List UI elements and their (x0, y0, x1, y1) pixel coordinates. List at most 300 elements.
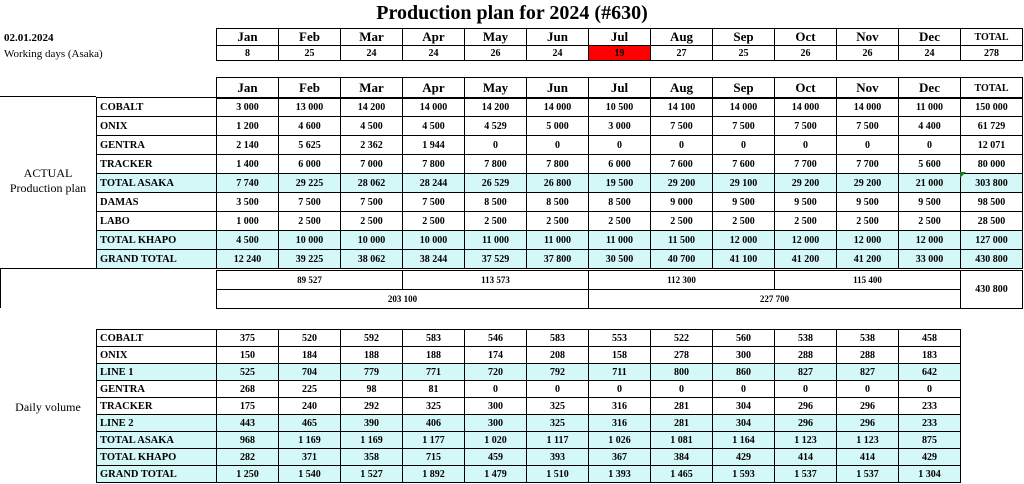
daily-cell: 184 (279, 347, 341, 364)
daily-cell: 375 (217, 330, 279, 347)
daily-cell: 592 (341, 330, 403, 347)
plan-cell: 29 100 (713, 174, 775, 193)
working-days-table (216, 28, 1023, 61)
plan-cell: 29 200 (837, 174, 899, 193)
daily-cell: 459 (465, 449, 527, 466)
plan-cell: 13 000 (279, 98, 341, 117)
month-header-jun: Jun (527, 29, 589, 46)
plan-cell: 4 500 (403, 117, 465, 136)
daily-cell: 175 (217, 398, 279, 415)
daily-volume-table (96, 329, 961, 483)
daily-row-total-asaka (97, 432, 961, 449)
daily-cell: 546 (465, 330, 527, 347)
daily-row-label: LINE 2 (97, 415, 217, 432)
daily-cell: 875 (899, 432, 961, 449)
daily-cell: 0 (775, 381, 837, 398)
plan-cell: 14 000 (403, 98, 465, 117)
daily-row-total-khapo (97, 449, 961, 466)
working-days-may: 26 (465, 46, 527, 61)
quarter-2-total: 113 573 (403, 271, 589, 290)
plan-total-header: TOTAL (961, 78, 1023, 99)
plan-cell: 2 362 (341, 136, 403, 155)
daily-row-tracker (97, 398, 961, 415)
daily-cell: 792 (527, 364, 589, 381)
cell-comment-marker-icon (960, 172, 966, 178)
plan-cell: 37 529 (465, 250, 527, 269)
daily-cell: 1 117 (527, 432, 589, 449)
daily-cell: 827 (775, 364, 837, 381)
daily-cell: 233 (899, 415, 961, 432)
plan-cell: 3 500 (217, 193, 279, 212)
plan-cell: 11 000 (589, 231, 651, 250)
plan-cell: 9 500 (837, 193, 899, 212)
plan-month-jun: Jun (527, 78, 589, 99)
plan-row-gentra (97, 136, 1023, 155)
daily-cell: 1 393 (589, 466, 651, 483)
plan-cell: 7 600 (651, 155, 713, 174)
plan-cell: 11 000 (465, 231, 527, 250)
plan-cell: 4 600 (279, 117, 341, 136)
daily-cell: 81 (403, 381, 465, 398)
daily-row-line-2 (97, 415, 961, 432)
plan-row-total-asaka (97, 174, 1023, 193)
plan-month-oct: Oct (775, 78, 837, 99)
daily-cell: 296 (775, 415, 837, 432)
daily-cell: 1 465 (651, 466, 713, 483)
plan-month-header (216, 77, 1023, 99)
daily-cell: 0 (651, 381, 713, 398)
working-days-jul: 19 (589, 46, 651, 61)
daily-cell: 553 (589, 330, 651, 347)
month-header-oct: Oct (775, 29, 837, 46)
plan-row-label: GENTRA (97, 136, 217, 155)
plan-cell: 0 (775, 136, 837, 155)
plan-cell: 5 600 (899, 155, 961, 174)
daily-cell: 1 537 (775, 466, 837, 483)
daily-cell: 296 (837, 415, 899, 432)
daily-cell: 384 (651, 449, 713, 466)
daily-cell: 282 (217, 449, 279, 466)
plan-cell: 2 140 (217, 136, 279, 155)
plan-row-label: DAMAS (97, 193, 217, 212)
plan-cell: 8 500 (527, 193, 589, 212)
plan-cell: 12 000 (837, 231, 899, 250)
actual-plan-label (0, 166, 96, 196)
plan-cell: 19 500 (589, 174, 651, 193)
daily-cell: 968 (217, 432, 279, 449)
plan-cell: 7 500 (651, 117, 713, 136)
plan-row-label: TOTAL KHAPO (97, 231, 217, 250)
daily-row-label: COBALT (97, 330, 217, 347)
plan-cell: 11 000 (527, 231, 589, 250)
month-header-mar: Mar (341, 29, 403, 46)
plan-cell: 0 (589, 136, 651, 155)
daily-cell: 98 (341, 381, 403, 398)
summary-grand-total: 430 800 (961, 271, 1023, 309)
daily-cell: 188 (341, 347, 403, 364)
plan-month-sep: Sep (713, 78, 775, 99)
daily-cell: 538 (775, 330, 837, 347)
plan-cell: 2 500 (465, 212, 527, 231)
daily-cell: 0 (837, 381, 899, 398)
plan-cell: 2 500 (651, 212, 713, 231)
daily-cell: 292 (341, 398, 403, 415)
daily-cell: 827 (837, 364, 899, 381)
plan-cell: 9 000 (651, 193, 713, 212)
daily-cell: 325 (527, 398, 589, 415)
daily-row-cobalt (97, 330, 961, 347)
daily-row-line-1 (97, 364, 961, 381)
plan-cell: 12 000 (899, 231, 961, 250)
plan-cell: 7 500 (403, 193, 465, 212)
daily-volume-label: Daily volume (15, 400, 81, 414)
working-days-dec: 24 (899, 46, 961, 61)
plan-cell: 10 000 (341, 231, 403, 250)
daily-cell: 304 (713, 415, 775, 432)
plan-row-total: 98 500 (961, 193, 1023, 212)
plan-month-nov: Nov (837, 78, 899, 99)
working-days-feb: 25 (279, 46, 341, 61)
daily-cell: 367 (589, 449, 651, 466)
plan-cell: 7 800 (527, 155, 589, 174)
plan-cell: 7 500 (713, 117, 775, 136)
daily-cell: 642 (899, 364, 961, 381)
working-days-oct: 26 (775, 46, 837, 61)
plan-row-total: 127 000 (961, 231, 1023, 250)
working-days-values-row (217, 46, 1023, 61)
plan-month-mar: Mar (341, 78, 403, 99)
daily-cell: 715 (403, 449, 465, 466)
working-days-apr: 24 (403, 46, 465, 61)
plan-cell: 7 500 (279, 193, 341, 212)
working-days-total: 278 (961, 46, 1023, 61)
plan-cell: 1 000 (217, 212, 279, 231)
plan-cell: 37 800 (527, 250, 589, 269)
plan-month-jan: Jan (217, 78, 279, 99)
plan-cell: 28 062 (341, 174, 403, 193)
plan-cell: 41 200 (775, 250, 837, 269)
daily-row-label: GENTRA (97, 381, 217, 398)
daily-cell: 240 (279, 398, 341, 415)
daily-row-label: ONIX (97, 347, 217, 364)
daily-cell: 208 (527, 347, 589, 364)
plan-cell: 30 500 (589, 250, 651, 269)
plan-row-labo (97, 212, 1023, 231)
plan-cell: 4 500 (341, 117, 403, 136)
daily-cell: 150 (217, 347, 279, 364)
month-header-sep: Sep (713, 29, 775, 46)
plan-row-tracker (97, 155, 1023, 174)
daily-cell: 0 (589, 381, 651, 398)
plan-cell: 11 000 (899, 98, 961, 117)
plan-cell: 12 240 (217, 250, 279, 269)
plan-cell: 2 500 (775, 212, 837, 231)
plan-cell: 2 500 (403, 212, 465, 231)
plan-cell: 29 200 (651, 174, 713, 193)
daily-cell: 538 (837, 330, 899, 347)
month-header-feb: Feb (279, 29, 341, 46)
actual-bottom-border (0, 268, 96, 269)
plan-cell: 14 100 (651, 98, 713, 117)
plan-cell: 2 500 (279, 212, 341, 231)
plan-cell: 7 800 (465, 155, 527, 174)
working-days-aug: 27 (651, 46, 713, 61)
plan-cell: 29 200 (775, 174, 837, 193)
daily-row-grand-total (97, 466, 961, 483)
plan-cell: 11 500 (651, 231, 713, 250)
plan-cell: 12 000 (713, 231, 775, 250)
plan-cell: 8 500 (465, 193, 527, 212)
daily-cell: 443 (217, 415, 279, 432)
daily-cell: 800 (651, 364, 713, 381)
plan-row-label: GRAND TOTAL (97, 250, 217, 269)
daily-cell: 720 (465, 364, 527, 381)
plan-cell: 2 500 (899, 212, 961, 231)
daily-cell: 0 (713, 381, 775, 398)
daily-cell: 1 537 (837, 466, 899, 483)
daily-cell: 358 (341, 449, 403, 466)
month-header-jul: Jul (589, 29, 651, 46)
plan-cell: 9 500 (713, 193, 775, 212)
daily-cell: 583 (527, 330, 589, 347)
daily-cell: 771 (403, 364, 465, 381)
plan-row-cobalt (97, 98, 1023, 117)
daily-cell: 1 540 (279, 466, 341, 483)
plan-cell: 14 000 (837, 98, 899, 117)
actual-label-line-2: Production plan (9, 181, 87, 195)
daily-cell: 300 (465, 398, 527, 415)
daily-cell: 1 164 (713, 432, 775, 449)
plan-cell: 2 500 (589, 212, 651, 231)
total-header: TOTAL (961, 29, 1023, 46)
daily-cell: 371 (279, 449, 341, 466)
daily-row-onix (97, 347, 961, 364)
daily-cell: 316 (589, 415, 651, 432)
plan-cell: 2 500 (713, 212, 775, 231)
plan-cell: 10 000 (279, 231, 341, 250)
daily-cell: 288 (837, 347, 899, 364)
daily-cell: 225 (279, 381, 341, 398)
plan-month-dec: Dec (899, 78, 961, 99)
daily-cell: 304 (713, 398, 775, 415)
plan-cell: 7 500 (775, 117, 837, 136)
plan-cell: 7 500 (341, 193, 403, 212)
plan-cell: 7 700 (837, 155, 899, 174)
daily-cell: 281 (651, 398, 713, 415)
daily-cell: 520 (279, 330, 341, 347)
daily-row-label: TOTAL ASAKA (97, 432, 217, 449)
daily-cell: 1 123 (775, 432, 837, 449)
quarter-4-total: 115 400 (775, 271, 961, 290)
plan-cell: 7 600 (713, 155, 775, 174)
daily-cell: 0 (465, 381, 527, 398)
actual-label-line-1: ACTUAL (23, 166, 73, 180)
daily-cell: 300 (465, 415, 527, 432)
month-header-jan: Jan (217, 29, 279, 46)
plan-cell: 14 200 (465, 98, 527, 117)
half-row (217, 290, 1023, 309)
plan-cell: 0 (899, 136, 961, 155)
plan-cell: 1 200 (217, 117, 279, 136)
plan-cell: 4 500 (217, 231, 279, 250)
daily-cell: 414 (837, 449, 899, 466)
working-days-label: Working days (Asaka) (4, 48, 103, 60)
quarter-row (217, 271, 1023, 290)
month-header-apr: Apr (403, 29, 465, 46)
plan-row-grand-total (97, 250, 1023, 269)
daily-row-label: TOTAL KHAPO (97, 449, 217, 466)
daily-cell: 1 250 (217, 466, 279, 483)
daily-cell: 0 (899, 381, 961, 398)
plan-cell: 9 500 (899, 193, 961, 212)
working-days-mar: 24 (341, 46, 403, 61)
daily-cell: 1 479 (465, 466, 527, 483)
plan-row-total: 61 729 (961, 117, 1023, 136)
plan-cell: 5 000 (527, 117, 589, 136)
date-label: 02.01.2024 (4, 32, 54, 44)
quarter-3-total: 112 300 (589, 271, 775, 290)
daily-cell: 183 (899, 347, 961, 364)
plan-row-total: 28 500 (961, 212, 1023, 231)
plan-cell: 2 500 (341, 212, 403, 231)
plan-cell: 41 200 (837, 250, 899, 269)
plan-row-total-khapo (97, 231, 1023, 250)
summary-left-border (0, 268, 1, 308)
plan-cell: 14 000 (527, 98, 589, 117)
daily-cell: 268 (217, 381, 279, 398)
plan-cell: 38 062 (341, 250, 403, 269)
plan-cell: 0 (713, 136, 775, 155)
daily-row-gentra (97, 381, 961, 398)
plan-row-label: LABO (97, 212, 217, 231)
plan-cell: 2 500 (837, 212, 899, 231)
daily-cell: 1 123 (837, 432, 899, 449)
plan-cell: 6 000 (589, 155, 651, 174)
plan-cell: 7 740 (217, 174, 279, 193)
daily-cell: 711 (589, 364, 651, 381)
quarter-1-total: 89 527 (217, 271, 403, 290)
plan-cell: 6 000 (279, 155, 341, 174)
plan-cell: 21 000 (899, 174, 961, 193)
plan-cell: 4 400 (899, 117, 961, 136)
daily-cell: 560 (713, 330, 775, 347)
plan-cell: 7 700 (775, 155, 837, 174)
daily-row-label: GRAND TOTAL (97, 466, 217, 483)
daily-cell: 174 (465, 347, 527, 364)
daily-cell: 158 (589, 347, 651, 364)
plan-cell: 0 (465, 136, 527, 155)
daily-cell: 296 (837, 398, 899, 415)
daily-cell: 233 (899, 398, 961, 415)
half-2-total: 227 700 (589, 290, 961, 309)
plan-cell: 14 200 (341, 98, 403, 117)
daily-cell: 300 (713, 347, 775, 364)
plan-cell: 10 000 (403, 231, 465, 250)
plan-cell: 39 225 (279, 250, 341, 269)
daily-cell: 704 (279, 364, 341, 381)
plan-cell: 10 500 (589, 98, 651, 117)
plan-month-jul: Jul (589, 78, 651, 99)
plan-row-total: 150 000 (961, 98, 1023, 117)
daily-cell: 583 (403, 330, 465, 347)
daily-cell: 278 (651, 347, 713, 364)
plan-cell: 14 000 (713, 98, 775, 117)
plan-cell: 26 800 (527, 174, 589, 193)
daily-cell: 414 (775, 449, 837, 466)
daily-cell: 1 020 (465, 432, 527, 449)
summary-table (216, 270, 1023, 309)
working-days-nov: 26 (837, 46, 899, 61)
plan-header-row (217, 78, 1023, 99)
plan-cell: 38 244 (403, 250, 465, 269)
plan-cell: 0 (651, 136, 713, 155)
plan-cell: 0 (527, 136, 589, 155)
plan-month-apr: Apr (403, 78, 465, 99)
plan-cell: 3 000 (589, 117, 651, 136)
daily-row-label: LINE 1 (97, 364, 217, 381)
working-days-jun: 24 (527, 46, 589, 61)
daily-cell: 1 304 (899, 466, 961, 483)
plan-cell: 40 700 (651, 250, 713, 269)
plan-row-total: 303 800 (961, 174, 1023, 193)
plan-cell: 2 500 (527, 212, 589, 231)
page-title: Production plan for 2024 (#630) (376, 2, 648, 24)
daily-cell: 522 (651, 330, 713, 347)
daily-cell: 429 (713, 449, 775, 466)
working-days-header-row (217, 29, 1023, 46)
plan-month-aug: Aug (651, 78, 713, 99)
daily-cell: 393 (527, 449, 589, 466)
plan-row-label: TOTAL ASAKA (97, 174, 217, 193)
month-header-nov: Nov (837, 29, 899, 46)
plan-cell: 1 944 (403, 136, 465, 155)
daily-cell: 188 (403, 347, 465, 364)
daily-cell: 1 169 (279, 432, 341, 449)
daily-cell: 281 (651, 415, 713, 432)
daily-cell: 1 081 (651, 432, 713, 449)
plan-row-total: 12 071 (961, 136, 1023, 155)
daily-cell: 465 (279, 415, 341, 432)
daily-row-label: TRACKER (97, 398, 217, 415)
daily-cell: 406 (403, 415, 465, 432)
daily-cell: 525 (217, 364, 279, 381)
daily-cell: 1 527 (341, 466, 403, 483)
month-header-aug: Aug (651, 29, 713, 46)
daily-cell: 860 (713, 364, 775, 381)
plan-cell: 12 000 (775, 231, 837, 250)
plan-cell: 9 500 (775, 193, 837, 212)
plan-cell: 7 800 (403, 155, 465, 174)
plan-cell: 7 000 (341, 155, 403, 174)
plan-row-label: COBALT (97, 98, 217, 117)
plan-cell: 41 100 (713, 250, 775, 269)
actual-top-border (0, 96, 96, 97)
plan-cell: 5 625 (279, 136, 341, 155)
month-header-may: May (465, 29, 527, 46)
plan-row-label: TRACKER (97, 155, 217, 174)
half-1-total: 203 100 (217, 290, 589, 309)
daily-cell: 1 177 (403, 432, 465, 449)
daily-cell: 288 (775, 347, 837, 364)
plan-month-feb: Feb (279, 78, 341, 99)
plan-cell: 7 500 (837, 117, 899, 136)
month-header-dec: Dec (899, 29, 961, 46)
plan-month-may: May (465, 78, 527, 99)
daily-cell: 1 169 (341, 432, 403, 449)
daily-cell: 390 (341, 415, 403, 432)
plan-cell: 14 000 (775, 98, 837, 117)
plan-cell: 4 529 (465, 117, 527, 136)
